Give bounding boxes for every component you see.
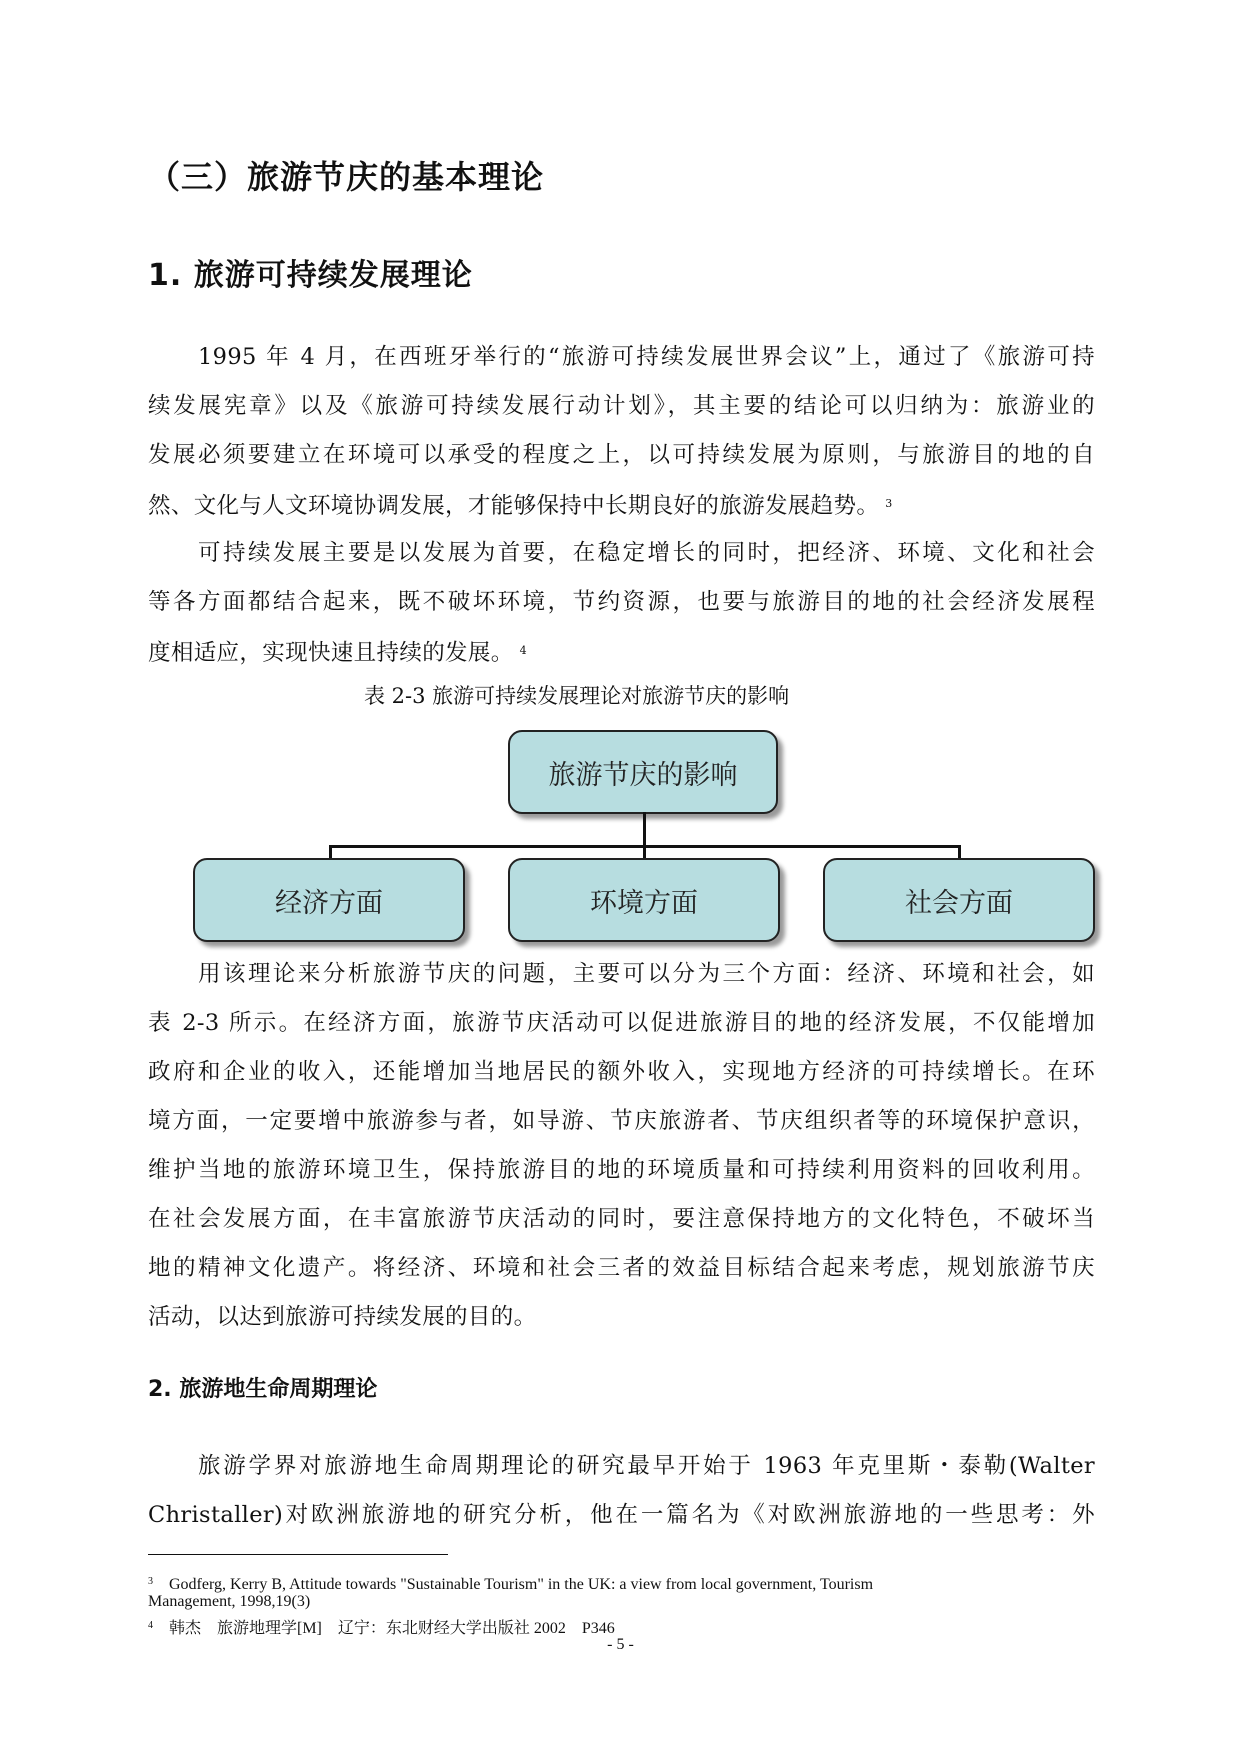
- paragraph-line: 政府和企业的收入，还能增加当地居民的额外收入，实现地方经济的可持续增长。在环: [148, 1059, 1095, 1085]
- section-heading: （三）旅游节庆的基本理论: [148, 158, 545, 196]
- diagram-connector: [643, 812, 646, 847]
- paragraph-text: 度相适应，实现快速且持续的发展。: [148, 640, 514, 666]
- footnote-divider: [148, 1554, 448, 1555]
- table-caption: 表 2-3 旅游可持续发展理论对旅游节庆的影响: [364, 684, 790, 708]
- diagram-connector: [643, 845, 646, 859]
- diagram-node-society: 社会方面: [823, 858, 1095, 942]
- footnote-ref[interactable]: 3: [885, 497, 893, 510]
- paragraph-text: 然、文化与人文环境协调发展，才能够保持中长期良好的旅游发展趋势。: [148, 493, 880, 519]
- paragraph-line: 发展必须要建立在环境可以承受的程度之上，以可持续发展为原则，与旅游目的地的自: [148, 442, 1095, 468]
- paragraph-line: 旅游学界对旅游地生命周期理论的研究最早开始于 1963 年克里斯・泰勒(Walter: [198, 1453, 1095, 1479]
- footnote-text: Management, 1998,19(3): [148, 1593, 311, 1610]
- footnote-text: Godferg, Kerry B, Attitude towards "Sustainable Tourism" in the UK: a view from local government, Tourism: [169, 1576, 874, 1593]
- diagram-connector: [329, 845, 332, 859]
- paragraph-line: 续发展宪章》以及《旅游可持续发展行动计划》，其主要的结论可以归纳为：旅游业的: [148, 393, 1095, 419]
- diagram-root-node: 旅游节庆的影响: [508, 730, 778, 814]
- paragraph-line: [148, 636, 1095, 668]
- subsection-heading-1: 1. 旅游可持续发展理论: [148, 258, 473, 293]
- paragraph-line: 维护当地的旅游环境卫生，保持旅游目的地的环境质量和可持续利用资料的回收利用。: [148, 1157, 1095, 1183]
- footnote-number: 4: [148, 1620, 153, 1631]
- paragraph-line: 境方面，一定要增中旅游参与者，如导游、节庆旅游者、节庆组织者等的环境保护意识，: [148, 1108, 1095, 1134]
- paragraph-line: 地的精神文化遗产。将经济、环境和社会三者的效益目标结合起来考虑，规划旅游节庆: [148, 1255, 1095, 1281]
- diagram-node-environment: 环境方面: [508, 858, 780, 942]
- footnote-text: 韩杰 旅游地理学[M] 辽宁：东北财经大学出版社 2002 P346: [169, 1620, 615, 1637]
- footnote-ref[interactable]: 4: [519, 644, 527, 657]
- paragraph-line: 等各方面都结合起来，既不破坏环境，节约资源，也要与旅游目的地的社会经济发展程: [148, 589, 1095, 615]
- page-number: - 5 -: [607, 1636, 634, 1653]
- paragraph-line: Christaller)对欧洲旅游地的研究分析，他在一篇名为《对欧洲旅游地的一些思考：外: [148, 1502, 1095, 1528]
- paragraph-line: 活动，以达到旅游可持续发展的目的。: [148, 1304, 537, 1330]
- paragraph-line: 用该理论来分析旅游节庆的问题，主要可以分为三个方面：经济、环境和社会，如: [198, 961, 1095, 987]
- paragraph-line: 在社会发展方面，在丰富旅游节庆活动的同时，要注意保持地方的文化特色，不破坏当: [148, 1206, 1095, 1232]
- footnote-number: 3: [148, 1576, 153, 1587]
- footnote: [148, 1592, 310, 1612]
- paragraph-line: [148, 489, 1095, 521]
- paragraph-line: 1995 年 4 月，在西班牙举行的“旅游可持续发展世界会议”上，通过了《旅游可持: [198, 344, 1095, 370]
- diagram-connector: [958, 845, 961, 859]
- subsection-heading-2: 2. 旅游地生命周期理论: [148, 1377, 378, 1402]
- paragraph-line: 表 2-3 所示。在经济方面，旅游节庆活动可以促进旅游目的地的经济发展，不仅能增加: [148, 1010, 1095, 1036]
- diagram-node-economy: 经济方面: [193, 858, 465, 942]
- paragraph-line: 可持续发展主要是以发展为首要，在稳定增长的同时，把经济、环境、文化和社会: [198, 540, 1095, 566]
